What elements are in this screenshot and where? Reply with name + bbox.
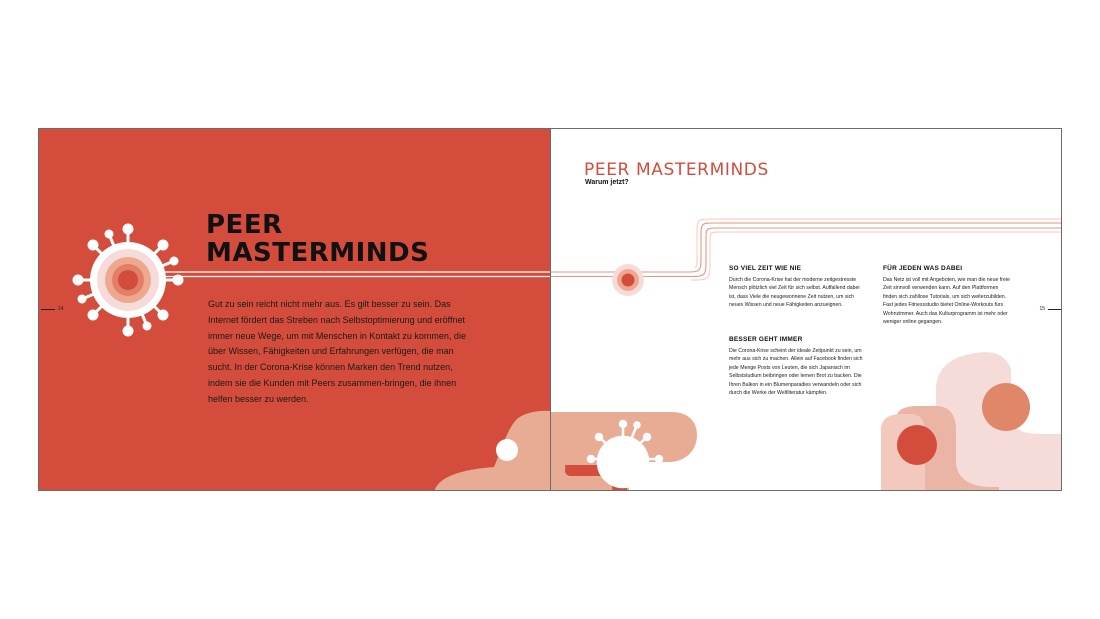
page-number-rule (41, 309, 55, 310)
left-page-number (41, 306, 64, 312)
section-besser-geht-immer (729, 336, 863, 397)
right-page (550, 129, 1062, 491)
title-line-1: PEER (206, 210, 283, 240)
section-heading: FÜR JEDEN WAS DABEI (883, 265, 963, 272)
left-page (39, 129, 550, 491)
right-page-number (1039, 306, 1062, 312)
right-page-title: PEER MASTERMINDS (584, 160, 769, 180)
page-number-text: 14 (58, 306, 64, 312)
section-body: Die Corona-Krise scheint der ideale Zeitpunkt zu sein, um mehr aus sich zu machen. Allein auf Facebook finden sich jede Menge Posts von Leuten, die sich Japanisch im Selbststudium beibringen oder lernen Brot zu backen. Die Ihren Balkon in ein Blumenparadies verwandeln oder sich durch die Werke der Weltliteratur kämpfen. (729, 348, 863, 397)
section-heading: BESSER GEHT IMMER (729, 336, 803, 343)
section-body: Durch die Corona-Krise hat der moderne zeitgestresste Mensch plötzlich viel Zeit für sich selbst. Auffallend dabei ist, dass Viele die neugewonnene Zeit nutzen, um sich neues Wissen und neue Fähigkeiten anzueignen. (729, 277, 860, 309)
section-body: Das Netz ist voll mit Angeboten, wie man die neue freie Zeit sinnvoll verwenden kann. Auf den Plattformen finden sich zahllose Tutorials, um sich weiterzubilden. Fast jedes Fitnessstudio bietet Online-Workouts fürs Wohnzimmer. Auch das Kulturprogramm ist mehr oder weniger online gegangen. (883, 277, 1010, 326)
virus-icon (74, 225, 182, 335)
page-number-text: 15 (1039, 306, 1045, 312)
section-so-viel-zeit (729, 265, 863, 310)
right-page-subtitle: Warum jetzt? (585, 179, 629, 186)
left-page-title (206, 211, 429, 267)
title-line-2: MASTERMINDS (206, 238, 430, 268)
page-number-rule (1048, 309, 1062, 310)
brochure-spread (38, 128, 1062, 491)
intro-paragraph: Gut zu sein reicht nicht mehr aus. Es gilt besser zu sein. Das Internet fördert das Streben nach Selbstoptimierung und eröffnet immer neue Wege, um mit Menschen in Kontakt zu kommen, die über Wissen, Fähigkeiten und Erfahrungen verfügen, die man sucht. In der Corona-Krise können Marken den Trend nutzen, indem sie die Kunden mit Peers zusammen-bringen, die ihnen helfen besser zu werden. (208, 299, 466, 404)
section-heading: SO VIEL ZEIT WIE NIE (729, 265, 802, 272)
section-fuer-jeden (883, 265, 1010, 326)
